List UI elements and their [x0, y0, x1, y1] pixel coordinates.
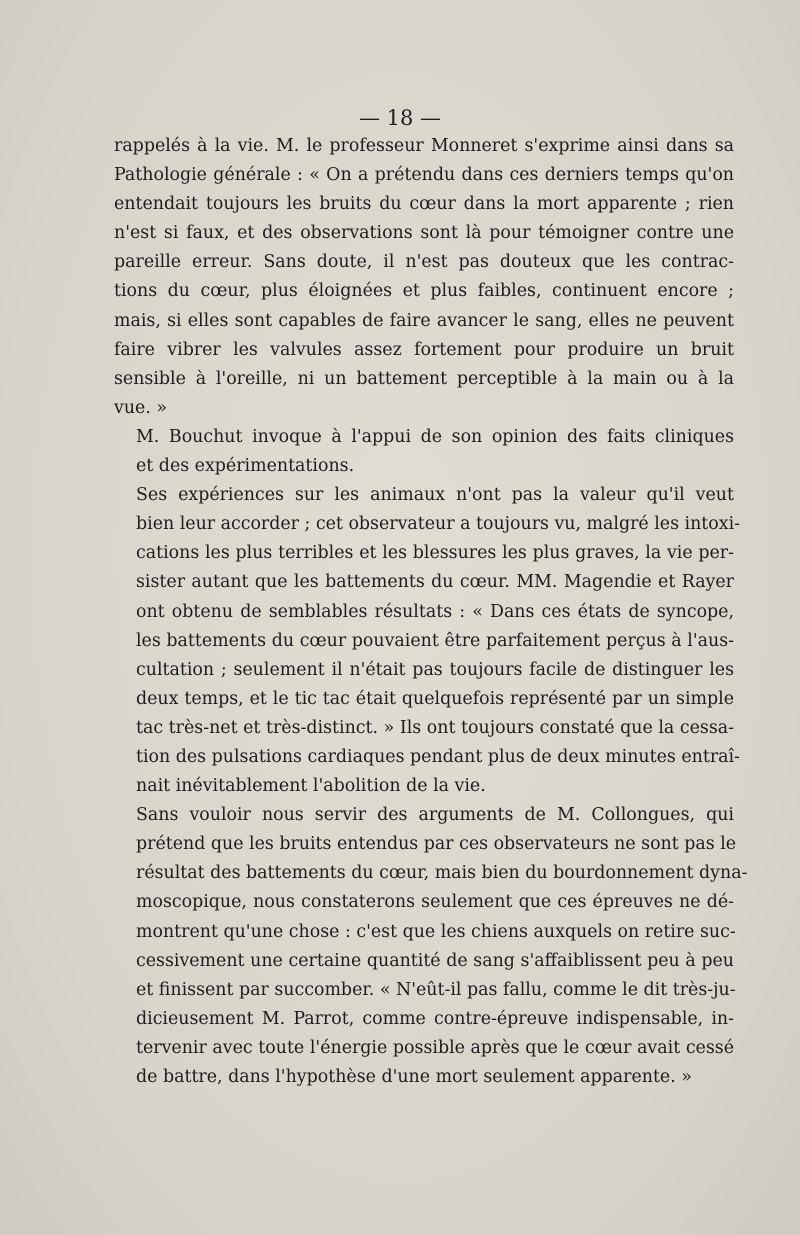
paragraph: [114, 801, 748, 1092]
text-line: moscopique, nous constaterons seulement que ces épreuves ne dé-: [136, 892, 734, 913]
text-line: Ses expériences sur les animaux n'ont pas la valeur qu'il veut: [136, 485, 734, 506]
text-line: et des expérimentations.: [136, 456, 355, 477]
text-line: les battements du cœur pouvaient être parfaitement perçus à l'aus-: [136, 630, 734, 651]
text-line: faire vibrer les valvules assez fortement pour produire un bruit: [114, 339, 734, 360]
paragraph: [114, 481, 741, 801]
text-line: vue. »: [114, 397, 168, 418]
text-line: et finissent par succomber. « N'eût-il pas fallu, comme le dit très-ju-: [136, 979, 736, 1000]
text-line: entendait toujours les bruits du cœur dans la mort apparente ; rien: [114, 194, 734, 215]
text-line: sensible à l'oreille, ni un battement perceptible à la main ou à la: [114, 368, 734, 389]
text-line: ont obtenu de semblables résultats : « Dans ces états de syncope,: [136, 601, 734, 622]
body-text: [114, 132, 748, 1092]
text-line: nait inévitablement l'abolition de la vie.: [136, 776, 486, 797]
text-line: tions du cœur, plus éloignées et plus faibles, continuent encore ;: [114, 281, 734, 302]
text-line: M. Bouchut invoque à l'appui de son opinion des faits cliniques: [136, 426, 734, 447]
text-line: n'est si faux, et des observations sont là pour témoigner contre une: [114, 223, 734, 244]
text-line: pareille erreur. Sans doute, il n'est pas douteux que les contrac-: [114, 252, 734, 273]
text-line: sister autant que les battements du cœur. MM. Magendie et Rayer: [136, 572, 734, 593]
text-line: cultation ; seulement il n'était pas toujours facile de distinguer les: [136, 659, 734, 680]
text-line: montrent qu'une chose : c'est que les chiens auxquels on retire suc-: [136, 921, 736, 942]
text-line: prétend que les bruits entendus par ces observateurs ne sont pas le: [136, 834, 737, 855]
text-line: résultat des battements du cœur, mais bien du bourdonnement dyna-: [136, 863, 748, 884]
text-line: de battre, dans l'hypothèse d'une mort seulement apparente. »: [136, 1067, 692, 1087]
page-number: — 18 —: [358, 106, 442, 130]
text-line: cations les plus terribles et les blessures les plus graves, la vie per-: [136, 543, 734, 564]
text-line: deux temps, et le tic tac était quelquefois représenté par un simple: [136, 688, 734, 709]
text-line: bien leur accorder ; cet observateur a toujours vu, malgré les intoxi-: [136, 514, 741, 535]
paragraph: [114, 132, 734, 423]
text-line: dicieusement M. Parrot, comme contre-épreuve indispensable, in-: [136, 1008, 734, 1029]
text-line: mais, si elles sont capables de faire avancer le sang, elles ne peuvent: [114, 310, 734, 331]
text-line: rappelés à la vie. M. le professeur Monneret s'exprime ainsi dans sa: [114, 136, 734, 156]
text-line: Pathologie générale : « On a prétendu dans ces derniers temps qu'on: [114, 165, 734, 186]
paragraph: [114, 423, 734, 481]
text-line: tac très-net et très-distinct. » Ils ont toujours constaté que la cessa-: [136, 717, 734, 738]
text-line: tion des pulsations cardiaques pendant plus de deux minutes entraî-: [136, 746, 740, 767]
text-line: Sans vouloir nous servir des arguments de M. Collongues, qui: [136, 805, 734, 826]
text-line: cessivement une certaine quantité de sang s'affaiblissent peu à peu: [136, 950, 734, 971]
text-line: tervenir avec toute l'énergie possible après que le cœur avait cessé: [136, 1037, 734, 1058]
